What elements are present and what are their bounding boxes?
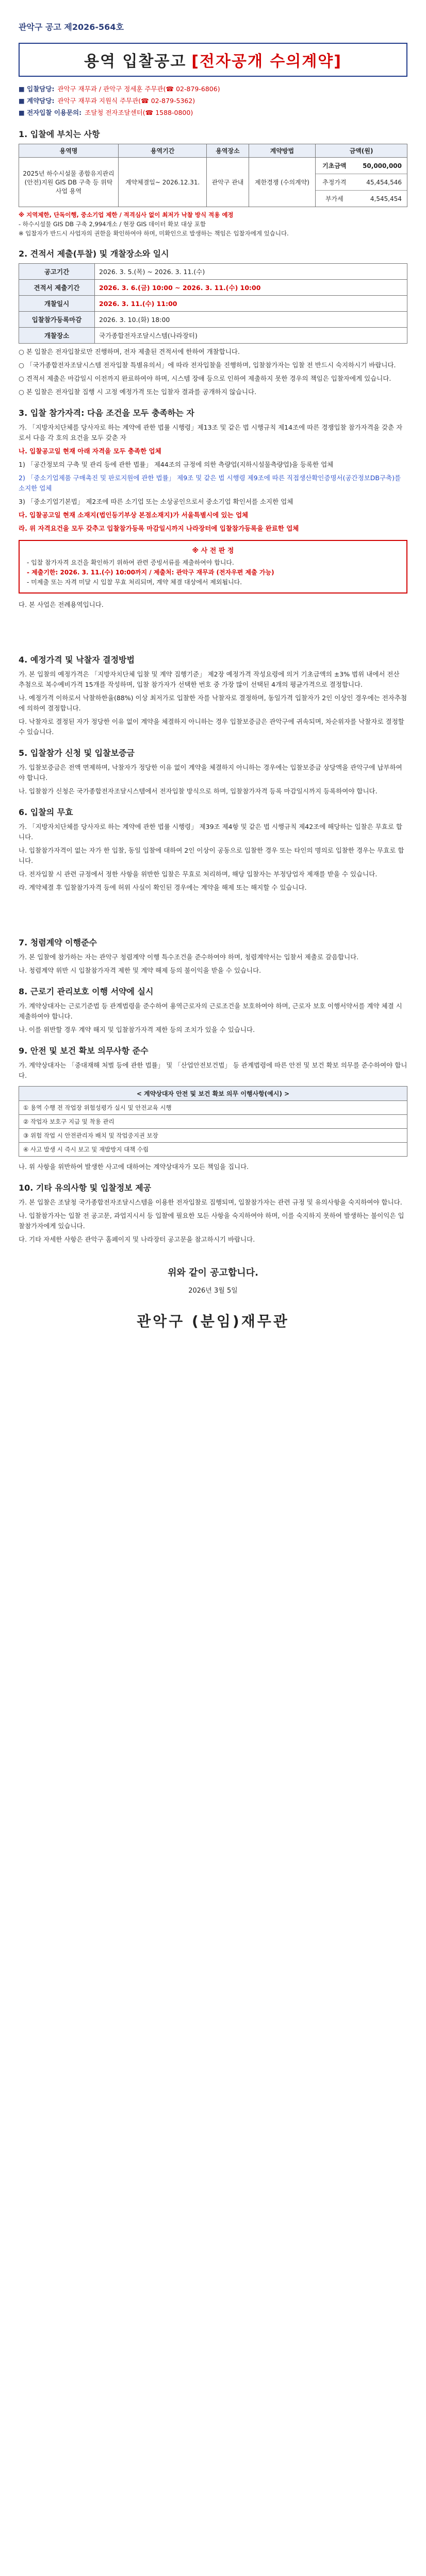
- table-row: [19, 158, 407, 207]
- table-header-row: [19, 144, 407, 158]
- table-header: 용역기간: [119, 144, 207, 158]
- table-cell: ③ 위험 작업 시 안전관리자 배치 및 작업중지권 보장: [19, 1129, 407, 1143]
- section-title: 6. 입찰의 무효: [19, 807, 73, 817]
- section-4: [19, 653, 407, 737]
- service-place: 관악구 관내: [207, 158, 249, 207]
- notice-title-sub: [전자공개 수의계약]: [191, 53, 342, 71]
- paragraph: 나. 입찰공고일 현재 아래 자격을 모두 충족한 업체: [19, 447, 161, 455]
- table-row: [19, 1115, 407, 1129]
- contact-row: [19, 107, 407, 118]
- closing-statement: 위와 같이 공고합니다.: [168, 1267, 258, 1278]
- section-title: 4. 예정가격 및 낙찰자 결정방법: [19, 655, 135, 665]
- row-label: 개찰장소: [19, 328, 95, 344]
- paragraph: 나. 예정가격 이하로서 낙찰하한율(88%) 이상 최저가로 입찰한 자를 낙찰자로 결정하며, 동일가격 입찰자가 2인 이상인 경우에는 전자추첨에 의하여 결정합니다.: [19, 694, 407, 712]
- paragraph: 나. 이를 위반할 경우 계약 해지 및 입찰참가자격 제한 등의 조치가 있을 수 있습니다.: [19, 1026, 255, 1033]
- notice-title-box: [19, 43, 407, 77]
- table-row: [19, 296, 407, 312]
- table-row: [19, 1129, 407, 1143]
- paragraph: 다. 입찰공고일 현재 소재지(법인등기부상 본점소재지)가 서울특별시에 있는 업체: [19, 511, 249, 519]
- row-value: 2026. 3. 10.(화) 18:00: [95, 312, 407, 328]
- paragraph: 나. 입찰참가 신청은 국가종합전자조달시스템에서 전자입찰 방식으로 하며, 입찰참가자격 등록 마감일시까지 등록하여야 합니다.: [19, 787, 378, 795]
- section-3: [19, 406, 407, 610]
- paragraph: 다. 전자입찰 시 관련 규정에서 정한 사항을 위반한 입찰은 무효로 처리하며, 해당 입찰자는 부정당업자 제재를 받을 수 있습니다.: [19, 870, 378, 878]
- table-row: [19, 1143, 407, 1157]
- safety-table: [19, 1086, 407, 1157]
- notice-number: 관악구 공고 제2026-564호: [19, 22, 124, 32]
- section-title: 8. 근로기 관리보호 이행 서약에 실시: [19, 987, 154, 996]
- amount-label: 부가세: [325, 195, 343, 202]
- table-row: [19, 1101, 407, 1115]
- contact-row: [19, 95, 407, 107]
- paragraph: 1) 「공간정보의 구축 및 관리 등에 관한 법률」 제44조의 규정에 의한 측량업(지하시설물측량업)을 등록한 업체: [19, 461, 334, 468]
- table-header: 금액(원): [316, 144, 407, 158]
- section-title: 10. 기타 유의사항 및 입찰정보 제공: [19, 1183, 152, 1193]
- paragraph: 라. 계약체결 후 입찰참가자격 등에 허위 사실이 확인된 경우에는 계약을 해제 또는 해지할 수 있습니다.: [19, 884, 307, 891]
- section-notes: [19, 347, 407, 397]
- paragraph: 다. 낙찰자로 결정된 자가 정당한 이유 없이 계약을 체결하지 아니하는 경우 입찰보증금은 관악구에 귀속되며, 차순위자를 낙찰자로 결정할 수 있습니다.: [19, 718, 404, 736]
- table-header-row: [19, 1087, 407, 1101]
- table-header: 용역명: [19, 144, 119, 158]
- section-notes: [19, 210, 407, 238]
- contact-value: 조달청 전자조달센터(☎ 1588-0800): [85, 109, 193, 116]
- paragraph: 다. 본 사업은 전례용역입니다.: [19, 601, 104, 608]
- paragraph: 나. 입찰참가자격이 없는 자가 한 입찰, 동일 입찰에 대하여 2인 이상이 공동으로 입찰한 경우 또는 타인의 명의로 입찰한 경우는 무효로 합니다.: [19, 846, 404, 865]
- paragraph: 가. 본 입찰의 예정가격은 「지방자치단체 입찰 및 계약 집행기준」 제2장 예정가격 작성요령에 의거 기초금액의 ±3% 범위 내에서 전산 추첨으로 복수예비가격 15개를 작성하며, 입찰 참가자가 선택한 번호 중 가장 많이 선택된 4개의 평균가격으로 결정합니다.: [19, 670, 400, 688]
- row-label: 견적서 제출기간: [19, 280, 95, 296]
- table-row: [19, 280, 407, 296]
- amount-value: 50,000,000: [353, 158, 407, 174]
- table-header: 용역장소: [207, 144, 249, 158]
- section-8: [19, 985, 407, 1035]
- row-label: 개찰일시: [19, 296, 95, 312]
- service-name: 2025년 하수시설물 종합유지관리(안전)지원 GIS DB 구축 등 위탁 사업 용역: [19, 158, 119, 207]
- table-header: 계약방법: [249, 144, 315, 158]
- amount-label: 기초금액: [316, 158, 353, 174]
- contact-label: ■ 전자입찰 이용문의:: [19, 109, 82, 116]
- section-title: 7. 청렴계약 이행준수: [19, 938, 97, 947]
- paragraph: 나. 입찰참가자는 입찰 전 공고문, 과업지시서 등 입찰에 필요한 모든 사항을 숙지하여야 하며, 이를 숙지하지 못하여 발생하는 불이익은 입찰참가자에게 있습니다.: [19, 1212, 404, 1230]
- note-line: - 하수시설물 GIS DB 구축 2,994개소 / 현장 GIS 데이터 확보 대상 포함: [19, 221, 206, 228]
- amount-label: 추정가격: [316, 174, 353, 191]
- section-7: [19, 936, 407, 976]
- table-cell: ① 용역 수행 전 작업장 위험성평가 실시 및 안전교육 시행: [19, 1101, 407, 1115]
- row-label: 공고기간: [19, 264, 95, 280]
- amount-value: 45,454,546: [353, 174, 407, 191]
- row-label: 입찰참가등록마감: [19, 312, 95, 328]
- note-line: ○ 본 입찰은 전자입찰 집행 시 고정 예정가격 또는 입찰자 결과를 공개하지 않습니다.: [19, 388, 257, 396]
- notice-title: 용역 입찰공고: [84, 53, 187, 71]
- service-period: 계약체결일~ 2026.12.31.: [119, 158, 207, 207]
- signer: 관악구 (분임)재무관: [137, 1313, 289, 1330]
- paragraph: 가. 본 입찰에 참가하는 자는 관악구 청렴계약 이행 특수조건을 준수하여야 하며, 청렴계약서는 입찰서 제출로 갈음합니다.: [19, 953, 359, 961]
- paragraph: 2) 「중소기업제품 구매촉진 및 판로지원에 관한 법률」 제9조 및 같은 법 시행령 제9조에 따른 직접생산확인증명서(공간정보DB구축)를 소지한 업체: [19, 474, 401, 492]
- contact-label: ■ 입찰담당:: [19, 85, 55, 93]
- prejudgment-box: [19, 540, 407, 594]
- note-line: ※ 입찰자가 반드시 사업자의 권한을 확인하여야 하며, 미확인으로 발생하는 책임은 입찰자에게 있습니다.: [19, 230, 289, 237]
- note-line: ○ 견적서 제출은 마감일시 이전까지 완료하여야 하며, 시스템 장애 등으로 인하여 제출하지 못한 경우의 책임은 입찰자에게 있습니다.: [19, 375, 391, 382]
- paragraph: 가. 계약상대자는 근로기준법 등 관계법령을 준수하여 용역근로자의 근로조건을 보호하여야 하며, 근로자 보호 이행서약서를 계약 체결 시 제출하여야 합니다.: [19, 1002, 402, 1020]
- paragraph: 가. 「지방자치단체를 당사자로 하는 계약에 관한 법률 시행령」 제39조 제4항 및 같은 법 시행규칙 제42조에 해당하는 입찰은 무효로 합니다.: [19, 823, 403, 841]
- section-10: [19, 1181, 407, 1245]
- section-6: [19, 806, 407, 893]
- paragraph: 가. 계약상대자는 「중대재해 처벌 등에 관한 법률」 및 「산업안전보건법」 등 관계법령에 따른 안전 및 보건 확보 의무를 준수하여야 합니다.: [19, 1061, 407, 1079]
- table-row: [19, 312, 407, 328]
- section-1: [19, 128, 407, 238]
- note-line: ※ 지역제한, 단독이행, 중소기업 제한 / 적격심사 없이 최저가 낙찰 방식 적용 예정: [19, 211, 234, 218]
- box-line: - 제출기한: 2026. 3. 11.(수) 10:00까지 / 제출처: 관악구 재무과 (전자우편 제출 가능): [27, 569, 274, 576]
- paragraph: 가. 「지방자치단체를 당사자로 하는 계약에 관한 법률 시행령」제13조 및 같은 법 시행규칙 제14조에 따른 경쟁입찰 참가자격을 갖춘 자로서 다음 각 호의 요건을 모두 갖춘 자: [19, 423, 403, 442]
- box-title: ※ 사 전 판 정: [192, 547, 234, 555]
- closing-date: 2026년 3월 5일: [188, 1287, 238, 1295]
- amount-row: [316, 191, 407, 207]
- amount-table: [316, 158, 407, 207]
- section-9: [19, 1044, 407, 1172]
- paragraph: 3) 「중소기업기본법」 제2조에 따른 소기업 또는 소상공인으로서 중소기업 확인서를 소지한 업체: [19, 498, 293, 505]
- note-line: ○ 본 입찰은 전자입찰로만 진행하며, 전자 제출된 견적서에 한하여 개찰합니다.: [19, 348, 240, 355]
- row-value: 국가종합전자조달시스템(나라장터): [95, 328, 407, 344]
- section-5: [19, 747, 407, 796]
- paragraph: 나. 위 사항을 위반하여 발생한 사고에 대하여는 계약상대자가 모든 책임을 집니다.: [19, 1163, 249, 1171]
- section-title: 3. 입찰 참가자격: 다음 조건을 모두 충족하는 자: [19, 408, 194, 418]
- contact-value: 관악구 재무과 지원식 주무관(☎ 02-879-5362): [57, 97, 195, 105]
- contact-label: ■ 계약담당:: [19, 97, 55, 105]
- box-line: - 미제출 또는 자격 미달 시 입찰 무효 처리되며, 계약 체결 대상에서 제외됩니다.: [27, 579, 242, 586]
- contract-method: 제한경쟁 (수의계약): [249, 158, 315, 207]
- section-title: 1. 입찰에 부치는 사항: [19, 129, 100, 139]
- contact-value: 관악구 재무과 / 관악구 정세훈 주무관(☎ 02-879-6806): [57, 85, 220, 93]
- section-title: 9. 안전 및 보건 확보 의무사항 준수: [19, 1046, 149, 1056]
- schedule-table: [19, 263, 407, 344]
- row-value: 2026. 3. 6.(금) 10:00 ~ 2026. 3. 11.(수) 10:00: [95, 280, 407, 296]
- contact-info: [19, 83, 407, 118]
- table-row: [19, 328, 407, 344]
- paragraph: 라. 위 자격요건을 모두 갖추고 입찰참가등록 마감일시까지 나라장터에 입찰참가등록을 완료한 업체: [19, 524, 299, 532]
- amount-row: [316, 174, 407, 191]
- paragraph: 가. 본 입찰은 조달청 국가종합전자조달시스템을 이용한 전자입찰로 집행되며, 입찰참가자는 관련 규정 및 유의사항을 숙지하여야 합니다.: [19, 1198, 402, 1206]
- amount-value: 4,545,454: [370, 195, 402, 202]
- row-value: 2026. 3. 5.(목) ~ 2026. 3. 11.(수): [95, 264, 407, 280]
- row-value: 2026. 3. 11.(수) 11:00: [95, 296, 407, 312]
- amount-cell: [316, 158, 407, 207]
- table-row: [19, 264, 407, 280]
- section-title: 2. 견적서 제출(투찰) 및 개찰장소와 일시: [19, 249, 169, 259]
- box-line: - 입찰 참가자격 요건을 확인하기 위하여 관련 증빙서류를 제출하여야 합니다.: [27, 559, 234, 566]
- section-title: 5. 입찰참가 신청 및 입찰보증금: [19, 748, 135, 758]
- note-line: ○ 「국가종합전자조달시스템 전자입찰 특별유의서」에 따라 전자입찰을 진행하며, 입찰참가자는 입찰 전 반드시 숙지하시기 바랍니다.: [19, 361, 396, 369]
- paragraph: 나. 청렴계약 위반 시 입찰참가자격 제한 및 계약 해제 등의 불이익을 받을 수 있습니다.: [19, 967, 261, 974]
- contact-row: [19, 83, 407, 95]
- paragraph: 가. 입찰보증금은 전액 면제하며, 낙찰자가 정당한 이유 없이 계약을 체결하지 아니하는 경우에는 입찰보증금 상당액을 관악구에 납부하여야 합니다.: [19, 764, 402, 782]
- paragraph: 다. 기타 자세한 사항은 관악구 홈페이지 및 나라장터 공고문을 참고하시기 바랍니다.: [19, 1235, 255, 1243]
- table-title: < 계약상대자 안전 및 보건 확보 의무 이행사항(예시) >: [19, 1087, 407, 1101]
- service-table: [19, 144, 407, 207]
- table-cell: ② 작업자 보호구 지급 및 착용 관리: [19, 1115, 407, 1129]
- table-cell: ④ 사고 발생 시 즉시 보고 및 재발방지 대책 수립: [19, 1143, 407, 1157]
- amount-row: [316, 158, 407, 174]
- section-2: [19, 247, 407, 397]
